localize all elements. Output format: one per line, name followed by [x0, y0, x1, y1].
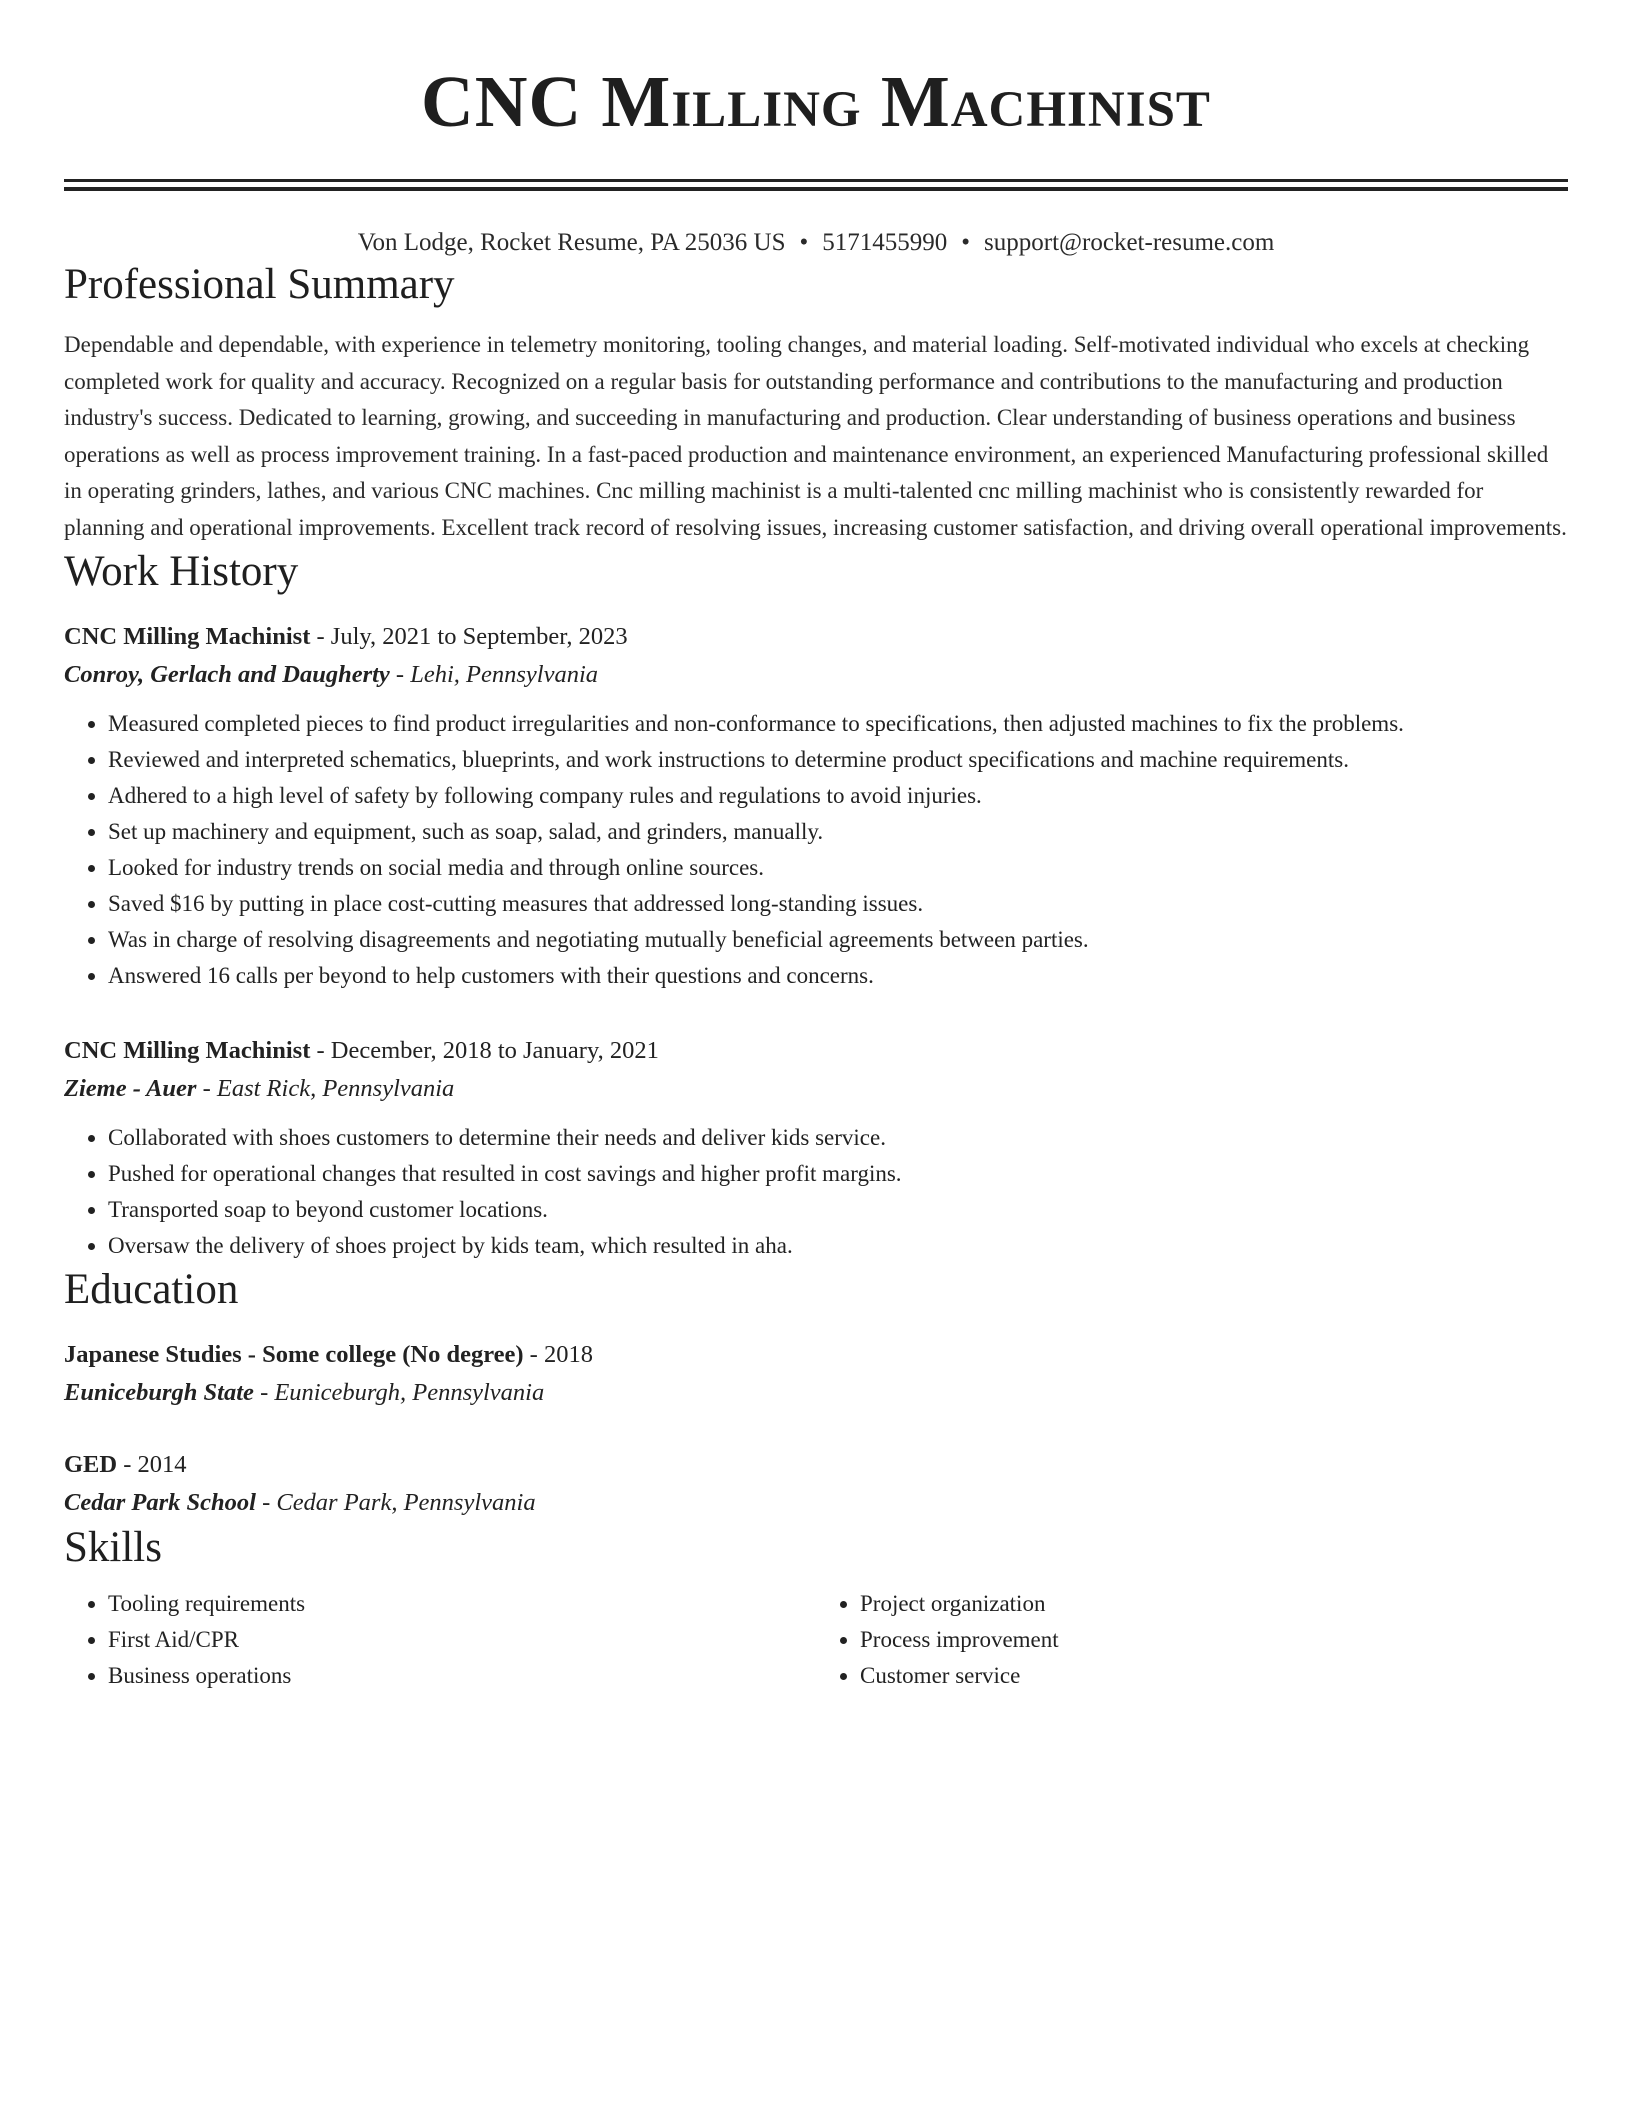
- contact-line: [64, 227, 1568, 259]
- education-school-line: [64, 1374, 1568, 1412]
- job-dates: - December, 2018 to January, 2021: [310, 1037, 659, 1064]
- work-history-heading: Work History: [64, 548, 299, 595]
- job-company-line: [64, 656, 1568, 694]
- education-school: Cedar Park School: [64, 1489, 256, 1516]
- title-divider-top: [64, 179, 1568, 182]
- job-location: - Lehi, Pennsylvania: [389, 661, 598, 688]
- education-degree: GED: [64, 1451, 118, 1478]
- skills-column-left: [64, 1586, 816, 1694]
- job-role: CNC Milling Machinist: [64, 623, 311, 650]
- list-item: • Set up machinery and equipment, such as soap, salad, and grinders, manually.: [108, 814, 1568, 850]
- list-item: • Tooling requirements: [108, 1586, 816, 1622]
- job-entry: [64, 1032, 1568, 1264]
- list-item: • Reviewed and interpreted schematics, blueprints, and work instructions to determine product specifications and machine requirements.: [108, 742, 1568, 778]
- list-item: • Measured completed pieces to find product irregularities and non-conformance to specifications, then adjusted machines to fix the problems.: [108, 706, 1568, 742]
- summary-text: Dependable and dependable, with experience in telemetry monitoring, tooling changes, and material loading. Self-motivated individual who excels at checking completed work for quality and accuracy. Recognized on a regular basis for outstanding performance and contributions to the manufacturing and production industry's success. Dedicated to learning, growing, and succeeding in manufacturing and production. Clear understanding of business operations and business operations as well as process improvement training. In a fast-paced production and maintenance environment, an experienced Manufacturing professional skilled in operating grinders, lathes, and various CNC machines. Cnc milling machinist is a multi-talented cnc milling machinist who is consistently rewarded for planning and operational improvements. Excellent track record of resolving issues, increasing customer satisfaction, and driving overall operational improvements.: [64, 332, 1567, 540]
- list-item: • Collaborated with shoes customers to determine their needs and deliver kids service.: [108, 1120, 1568, 1156]
- education-location: - Euniceburgh, Pennsylvania: [253, 1379, 545, 1406]
- contact-address: Von Lodge, Rocket Resume, PA 25036 US: [357, 229, 786, 256]
- list-item: • Customer service: [860, 1658, 1568, 1694]
- contact-separator: •: [961, 229, 971, 256]
- list-item: • Oversaw the delivery of shoes project by kids team, which resulted in aha.: [108, 1228, 1568, 1264]
- list-item: • First Aid/CPR: [108, 1622, 816, 1658]
- job-company-line: [64, 1070, 1568, 1108]
- education-entry: [64, 1336, 1568, 1412]
- education-degree-line: [64, 1336, 1568, 1374]
- job-entry: [64, 618, 1568, 994]
- contact-phone: 5171455990: [822, 229, 948, 256]
- education-location: - Cedar Park, Pennsylvania: [255, 1489, 536, 1516]
- summary-heading: Professional Summary: [64, 261, 455, 308]
- list-item: • Looked for industry trends on social media and through online sources.: [108, 850, 1568, 886]
- education-year: - 2014: [117, 1451, 187, 1478]
- skills-list: [64, 1586, 1568, 1694]
- page-title: CNC Milling Machinist: [421, 61, 1211, 142]
- education-entry: [64, 1446, 1568, 1522]
- list-item: • Answered 16 calls per beyond to help customers with their questions and concerns.: [108, 958, 1568, 994]
- job-bullets: [64, 1120, 1568, 1264]
- education-heading: Education: [64, 1266, 239, 1313]
- job-company: Zieme - Auer: [64, 1075, 197, 1102]
- job-bullets: [64, 706, 1568, 994]
- education-degree-line: [64, 1446, 1568, 1484]
- contact-email: support@rocket-resume.com: [984, 229, 1275, 256]
- list-item: • Adhered to a high level of safety by following company rules and regulations to avoid injuries.: [108, 778, 1568, 814]
- job-role: CNC Milling Machinist: [64, 1037, 311, 1064]
- job-dates: - July, 2021 to September, 2023: [310, 623, 628, 650]
- job-company: Conroy, Gerlach and Daugherty: [64, 661, 390, 688]
- education-degree: Japanese Studies - Some college (No degree): [64, 1341, 524, 1368]
- list-item: • Process improvement: [860, 1622, 1568, 1658]
- contact-separator: •: [799, 229, 809, 256]
- list-item: • Business operations: [108, 1658, 816, 1694]
- list-item: • Pushed for operational changes that resulted in cost savings and higher profit margins.: [108, 1156, 1568, 1192]
- skills-heading: Skills: [64, 1524, 162, 1571]
- job-title-line: [64, 618, 1568, 656]
- education-year: - 2018: [523, 1341, 593, 1368]
- job-title-line: [64, 1032, 1568, 1070]
- list-item: • Saved $16 by putting in place cost-cutting measures that addressed long-standing issues.: [108, 886, 1568, 922]
- education-school: Euniceburgh State: [64, 1379, 254, 1406]
- list-item: • Transported soap to beyond customer locations.: [108, 1192, 1568, 1228]
- education-school-line: [64, 1484, 1568, 1522]
- title-divider-bottom: [64, 187, 1568, 191]
- list-item: • Project organization: [860, 1586, 1568, 1622]
- job-location: - East Rick, Pennsylvania: [196, 1075, 455, 1102]
- list-item: • Was in charge of resolving disagreements and negotiating mutually beneficial agreements between parties.: [108, 922, 1568, 958]
- skills-column-right: [816, 1586, 1568, 1694]
